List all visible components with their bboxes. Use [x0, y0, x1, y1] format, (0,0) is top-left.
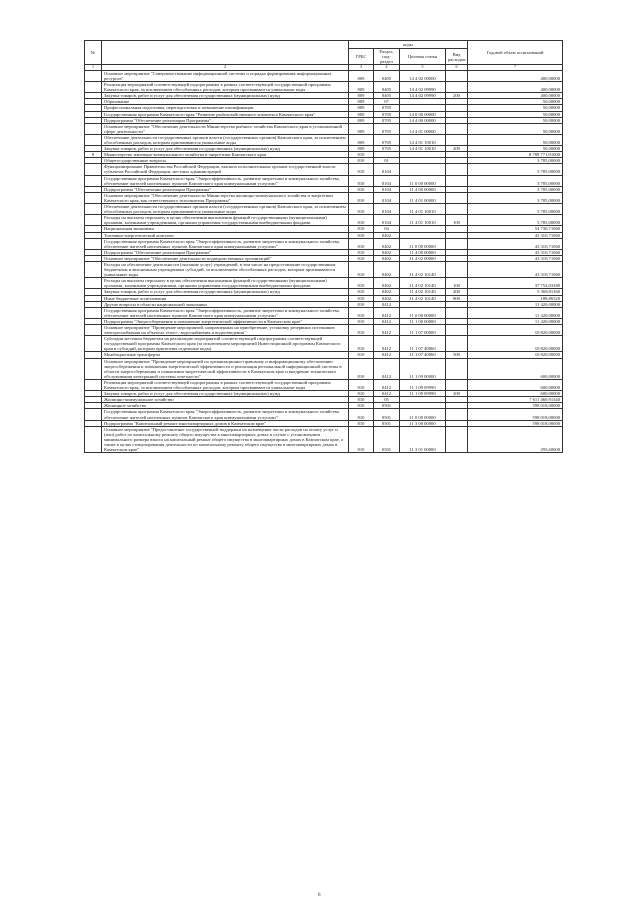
row-name: Государственная программа Камчатского края "Энергоэффективность, развитие энергетики и коммунального хозяйства, обеспечение жителей населенных пунктов Камчатского края коммунальными услугами" [102, 409, 349, 420]
row-amount: 598 018,00000 [468, 409, 563, 420]
row-vid: 800 [446, 295, 468, 301]
row-razdel: 0405 [374, 70, 400, 81]
row-razdel: 0104 [374, 186, 400, 192]
row-razdel: 0405 [374, 82, 400, 93]
row-amount: 8 789 771,01000 [468, 152, 563, 158]
row-grbs: 810 [349, 295, 374, 301]
row-razdel: 0412 [374, 358, 400, 379]
row-amount: 5 369,81360 [468, 289, 563, 295]
header-razdel: Раздел, под-раздел [374, 49, 400, 65]
row-grbs: 810 [349, 255, 374, 261]
row-grbs: 810 [349, 318, 374, 324]
header-index: 3 [349, 65, 374, 71]
row-name: Жилищное хозяйство [102, 403, 349, 409]
row-number [85, 325, 102, 336]
row-vid [446, 82, 468, 93]
row-grbs: 810 [349, 379, 374, 390]
row-grbs: 810 [349, 336, 374, 352]
row-razdel: 0402 [374, 255, 400, 261]
row-amount: 3 785,00000 [468, 158, 563, 164]
row-amount: 295,60600 [468, 426, 563, 452]
row-razdel: 0705 [374, 123, 400, 134]
table-row [85, 192, 563, 203]
row-grbs: 809 [349, 105, 374, 111]
row-vid [446, 238, 468, 249]
row-amount: 3 785,00000 [468, 215, 563, 226]
row-celevaya: 14 4 02 09990 [400, 82, 446, 93]
header-index: 6 [446, 65, 468, 71]
row-number [85, 215, 102, 226]
row-razdel: 0405 [374, 93, 400, 99]
row-celevaya: 11 4 02 10140 [400, 295, 446, 301]
row-number [85, 426, 102, 452]
row-razdel: 07 [374, 99, 400, 105]
row-number [85, 123, 102, 134]
row-amount: 600,00000 [468, 358, 563, 379]
row-grbs: 809 [349, 70, 374, 81]
row-amount: 37 752,03380 [468, 278, 563, 289]
table-row [85, 261, 563, 277]
table-row [85, 164, 563, 175]
row-name: Подпрограмма "Энергосбережение и повышение энергетической эффективности в Камчатском крае" [102, 318, 349, 324]
row-amount: 600,00000 [468, 379, 563, 390]
row-celevaya: 11 4 01 10010 [400, 215, 446, 226]
header-grbs: ГРБС [349, 49, 374, 65]
table-row [85, 215, 563, 226]
row-razdel: 0412 [374, 391, 400, 397]
row-grbs: 810 [349, 391, 374, 397]
row-amount: 50,00000 [468, 117, 563, 123]
row-name: Основное мероприятие "Совершенствование информационной системы и порядка формирования информационных ресурсов" [102, 70, 349, 81]
row-vid [446, 358, 468, 379]
row-name: Государственная программа Камчатского края "Энергоэффективность, развитие энергетики и коммунального хозяйства, обеспечение жителей населенных пунктов Камчатского края коммунальными услугами" [102, 175, 349, 186]
row-number [85, 336, 102, 352]
row-grbs: 810 [349, 226, 374, 232]
row-razdel: 0402 [374, 232, 400, 238]
row-amount: 3 785,00000 [468, 186, 563, 192]
table-row [85, 123, 563, 134]
row-name: Межбюджетные трансферты [102, 352, 349, 358]
table-row [85, 238, 563, 249]
row-name: Государственная программа Камчатского края "Энергоэффективность, развитие энергетики и коммунального хозяйства, обеспечение жителей населенных пунктов Камчатского края коммунальными услугами" [102, 307, 349, 318]
header-name [102, 41, 349, 65]
row-razdel: 0104 [374, 192, 400, 203]
row-razdel: 0501 [374, 409, 400, 420]
row-grbs: 810 [349, 289, 374, 295]
row-razdel: 0402 [374, 261, 400, 277]
row-name: Государственная программа Камчатского края "Энергоэффективность, развитие энергетики и коммунального хозяйства, обеспечение жителей населенных пунктов Камчатского края коммунальными услугами" [102, 238, 349, 249]
row-vid [446, 261, 468, 277]
row-celevaya: 14 4 01 10010 [400, 134, 446, 145]
header-celevaya: Целевая статья [400, 49, 446, 65]
row-razdel: 0705 [374, 134, 400, 145]
row-celevaya: 14 4 01 00000 [400, 123, 446, 134]
row-razdel: 01 [374, 158, 400, 164]
row-name: Закупка товаров, работ и услуг для обеспечения государственных (муниципальных) нужд [102, 391, 349, 397]
row-name: Жилищно-коммунальное хозяйство [102, 397, 349, 403]
table-row [85, 70, 563, 81]
row-number [85, 358, 102, 379]
header-index: 5 [400, 65, 446, 71]
row-name: Расходы на выплаты персоналу в целях обеспечения выполнения функций государственными (муниципальными) органами, казенными учреждениями, органами управления государственными внебюджетными фондами [102, 215, 349, 226]
row-razdel: 0705 [374, 146, 400, 152]
row-celevaya: 11 4 00 00000 [400, 186, 446, 192]
row-celevaya: 11 0 00 00000 [400, 175, 446, 186]
row-name: Подпрограмма "Обеспечение реализации Программы" [102, 117, 349, 123]
row-grbs: 810 [349, 249, 374, 255]
row-razdel: 0412 [374, 336, 400, 352]
row-vid: 200 [446, 146, 468, 152]
table-row [85, 325, 563, 336]
row-name: Общегосударственные вопросы [102, 158, 349, 164]
table-row [85, 134, 563, 145]
row-razdel: 0501 [374, 403, 400, 409]
row-razdel: 0104 [374, 204, 400, 215]
row-razdel: 0104 [374, 164, 400, 175]
row-celevaya: 11 1 09 00000 [400, 358, 446, 379]
row-amount: 54 730,71060 [468, 226, 563, 232]
row-vid [446, 70, 468, 81]
row-vid [446, 426, 468, 452]
row-grbs: 810 [349, 397, 374, 403]
header-index: 1 [85, 65, 102, 71]
row-grbs: 810 [349, 358, 374, 379]
row-grbs: 810 [349, 232, 374, 238]
row-amount: 43 310,71060 [468, 261, 563, 277]
row-vid: 200 [446, 93, 468, 99]
row-celevaya: 14 4 00 00000 [400, 117, 446, 123]
row-name: Реализация мероприятий соответствующей подпрограммы в рамках соответствующей государственной программы Камчатского края, за исключением обособленных расходов, которым присваиваются уникальные коды [102, 82, 349, 93]
row-amount: 50,00000 [468, 111, 563, 117]
row-celevaya: 14 4 02 00000 [400, 70, 446, 81]
row-razdel: 0412 [374, 318, 400, 324]
row-amount: 11 420,00000 [468, 318, 563, 324]
row-grbs: 810 [349, 352, 374, 358]
row-razdel: 0412 [374, 352, 400, 358]
row-name: Закупка товаров, работ и услуг для обеспечения государственных (муниципальных) нужд [102, 93, 349, 99]
row-amount: 10 820,00000 [468, 336, 563, 352]
row-vid [446, 307, 468, 318]
row-razdel: 0104 [374, 175, 400, 186]
row-amount: 43 310,71060 [468, 232, 563, 238]
row-amount: 43 310,71060 [468, 238, 563, 249]
row-grbs: 810 [349, 186, 374, 192]
row-name: Основное мероприятие "Обеспечение деятельности подведомственных организаций" [102, 255, 349, 261]
row-grbs: 809 [349, 146, 374, 152]
row-celevaya: 11 4 02 10140 [400, 261, 446, 277]
row-name: Расходы на обеспечение деятельности (оказание услуг) учреждений, в том числе на предоставление государственным бюджетным и автономным учреждениям субсидий, за исключением обособленных расходов, которым присваиваются уникальные коды [102, 261, 349, 277]
row-name: Закупка товаров, работ и услуг для обеспечения государственных (муниципальных) нужд [102, 146, 349, 152]
row-name: Образование [102, 99, 349, 105]
row-name: Другие вопросы в области национальной экономики [102, 301, 349, 307]
row-amount: 50,00000 [468, 146, 563, 152]
row-razdel: 0402 [374, 278, 400, 289]
row-grbs: 810 [349, 307, 374, 318]
row-amount: 10 820,00000 [468, 352, 563, 358]
row-vid [446, 175, 468, 186]
row-amount: 11 420,00000 [468, 307, 563, 318]
row-name: Субсидии местным бюджетам на реализацию мероприятий соответствующей подпрограммы соответствующей государственной программы Камчатского края (за исключением мероприятий Инвестиционной программы Камчатского края и субсидий, которым присвоены отдельные коды) [102, 336, 349, 352]
row-number [85, 134, 102, 145]
row-vid [446, 204, 468, 215]
row-name: Министерство жилищно-коммунального хозяйства и энергетики Камчатского края [102, 152, 349, 158]
row-amount: 50,00000 [468, 123, 563, 134]
row-celevaya: 11 0 00 00000 [400, 238, 446, 249]
row-amount: 50,00000 [468, 134, 563, 145]
row-vid: 100 [446, 215, 468, 226]
row-vid [446, 164, 468, 175]
row-celevaya: 11 1 09 09990 [400, 391, 446, 397]
row-grbs: 809 [349, 134, 374, 145]
row-amount: 43 310,71060 [468, 249, 563, 255]
row-grbs: 810 [349, 204, 374, 215]
row-celevaya: 11 3 01 00000 [400, 426, 446, 452]
header-total: Годовой объем ассигнований [468, 41, 563, 65]
row-celevaya: 11 3 00 00000 [400, 420, 446, 426]
row-number [85, 278, 102, 289]
row-razdel: 0412 [374, 301, 400, 307]
row-number [85, 175, 102, 186]
row-amount: 11 420,00000 [468, 301, 563, 307]
row-razdel: 0402 [374, 249, 400, 255]
table-row [85, 204, 563, 215]
row-grbs: 810 [349, 301, 374, 307]
row-name: Основное мероприятие "Обеспечение деятельности Министерства жилищно-коммунального хозяйства и энергетики Камчатского края, как ответственного исполнителя Программы" [102, 192, 349, 203]
row-celevaya: 11 4 00 00000 [400, 249, 446, 255]
row-number [85, 379, 102, 390]
row-celevaya: 11 4 02 10140 [400, 289, 446, 295]
row-razdel: 0402 [374, 238, 400, 249]
row-grbs: 810 [349, 164, 374, 175]
row-number [85, 261, 102, 277]
table-row [85, 426, 563, 452]
row-razdel: 0412 [374, 307, 400, 318]
row-amount: 3 785,00000 [468, 204, 563, 215]
row-number: 8 [85, 152, 102, 158]
table-body [85, 70, 563, 452]
budget-table [84, 40, 563, 453]
row-razdel: 0412 [374, 325, 400, 336]
row-amount: 188,86320 [468, 295, 563, 301]
table-row [85, 307, 563, 318]
row-celevaya: 14 0 00 00000 [400, 111, 446, 117]
row-celevaya [400, 164, 446, 175]
row-number [85, 82, 102, 93]
row-name: Закупка товаров, работ и услуг для обеспечения государственных (муниципальных) нужд [102, 289, 349, 295]
row-razdel: 0402 [374, 295, 400, 301]
row-celevaya: 11 1 07 00000 [400, 325, 446, 336]
row-name: Основное мероприятие "Проведение мероприятий, направленных на приобретение, установку резервных источников электроснабжения на объектах тепло-, водоснабжения и водоотведения" [102, 325, 349, 336]
row-celevaya: 11 1 07 40060 [400, 336, 446, 352]
row-razdel: 0104 [374, 215, 400, 226]
row-grbs: 810 [349, 215, 374, 226]
row-vid [446, 192, 468, 203]
row-name: Подпрограмма "Обеспечение реализации Программы" [102, 186, 349, 192]
row-amount: 7 611 460,91340 [468, 397, 563, 403]
row-grbs: 810 [349, 238, 374, 249]
row-name: Обеспечение деятельности государственных органов власти (государственных органов) Камчатского края, за исключением обособленных расходов, которым присваиваются уникальные коды [102, 134, 349, 145]
row-number [85, 192, 102, 203]
row-name: Основное мероприятие "Предоставление государственной поддержки на возмещение части расходов на оплату услуг и (или) работ по капитальному ремонту общего имущества в многоквартирных домах в случае с установлением минимального размера взноса на капитальный ремонт общего имущества в многоквартирных домах в Камчатском крае, а также в целях стимулирования деятельности по капитальному ремонту общего имущества в многоквартирных домах в Камчатском крае" [102, 426, 349, 452]
row-grbs: 810 [349, 192, 374, 203]
row-razdel: 0501 [374, 426, 400, 452]
row-grbs: 810 [349, 426, 374, 452]
row-grbs: 809 [349, 82, 374, 93]
row-celevaya: 11 4 01 10010 [400, 204, 446, 215]
row-razdel: 0412 [374, 379, 400, 390]
row-name: Подпрограмма "Капитальный ремонт многоквартирных домов в Камчатском крае" [102, 420, 349, 426]
row-number [85, 238, 102, 249]
row-vid: 200 [446, 289, 468, 295]
row-grbs: 810 [349, 152, 374, 158]
row-amount: 50,00000 [468, 99, 563, 105]
row-vid [446, 134, 468, 145]
row-vid: 200 [446, 391, 468, 397]
header-codes: коды [349, 41, 468, 49]
row-vid [446, 123, 468, 134]
row-grbs: 810 [349, 175, 374, 186]
row-vid: 100 [446, 278, 468, 289]
row-celevaya: 14 4 01 10010 [400, 146, 446, 152]
table-row [85, 336, 563, 352]
row-name: Обеспечение деятельности государственных органов власти (государственных органов) Камчатского края, за исключением обособленных расходов, которым присваиваются уникальные коды [102, 204, 349, 215]
row-name: Государственная программа Камчатского края "Развитие рыбохозяйственного комплекса Камчатского края" [102, 111, 349, 117]
row-razdel: 0705 [374, 111, 400, 117]
row-grbs: 810 [349, 325, 374, 336]
row-amount: 400,00000 [468, 93, 563, 99]
row-celevaya: 11 1 00 00000 [400, 318, 446, 324]
row-grbs: 809 [349, 123, 374, 134]
header-number: № [85, 41, 102, 65]
row-grbs: 810 [349, 403, 374, 409]
header-vid: Вид расходов [446, 49, 468, 65]
row-amount: 3 785,00000 [468, 192, 563, 203]
row-grbs: 809 [349, 93, 374, 99]
row-name: Основное мероприятие "Проведение мероприятий по организационно-правовому и информационному обеспечению энергосбережения и повышения энергетической эффективности и реализация региональной информационной системы в области энергосбережения и повышения энергетической эффективности в Камчатском крае и внедрение технического обслуживания электронной системы отчетности" [102, 358, 349, 379]
row-vid [446, 409, 468, 420]
row-grbs: 809 [349, 111, 374, 117]
row-number [85, 409, 102, 420]
row-grbs: 810 [349, 278, 374, 289]
row-razdel: 0705 [374, 117, 400, 123]
row-grbs: 809 [349, 117, 374, 123]
row-celevaya: 11 1 09 09990 [400, 379, 446, 390]
row-name: Топливно-энергетический комплекс [102, 232, 349, 238]
row-celevaya: 14 4 02 09990 [400, 93, 446, 99]
row-number [85, 70, 102, 81]
row-razdel: 0402 [374, 289, 400, 295]
row-amount: 3 785,00000 [468, 175, 563, 186]
table-row [85, 379, 563, 390]
row-name: Профессиональная подготовка, переподготовка и повышение квалификации [102, 105, 349, 111]
table-row [85, 175, 563, 186]
row-grbs: 809 [349, 99, 374, 105]
row-celevaya: 11 0 00 00000 [400, 307, 446, 318]
row-celevaya: 11 0 00 00000 [400, 409, 446, 420]
table-row [85, 82, 563, 93]
row-grbs: 810 [349, 409, 374, 420]
row-name: Иные бюджетные ассигнования [102, 295, 349, 301]
row-vid [446, 325, 468, 336]
row-grbs: 810 [349, 420, 374, 426]
header-index: 4 [374, 65, 400, 71]
row-amount: 600,00000 [468, 391, 563, 397]
row-amount: 598 018,00000 [468, 403, 563, 409]
row-name: Функционирование Правительства Российской Федерации, высших исполнительных органов государственной власти субъектов Российской Федерации, местных администраций [102, 164, 349, 175]
row-amount: 598 018,00000 [468, 420, 563, 426]
header-index: 7 [468, 65, 563, 71]
table-row [85, 409, 563, 420]
row-name: Основное мероприятие "Обеспечение деятельности Министерства рыбного хозяйства Камчатского края в установленной сфере деятельности" [102, 123, 349, 134]
table-row [85, 358, 563, 379]
row-razdel: 0705 [374, 105, 400, 111]
row-amount: 400,00000 [468, 70, 563, 81]
row-celevaya: 11 4 01 00000 [400, 192, 446, 203]
row-number [85, 307, 102, 318]
row-number [85, 164, 102, 175]
table-row [85, 278, 563, 289]
row-name: Национальная экономика [102, 226, 349, 232]
header-index: 2 [102, 65, 349, 71]
page-number: 6 [318, 893, 321, 898]
row-vid [446, 336, 468, 352]
row-amount: 400,00000 [468, 82, 563, 93]
row-razdel: 05 [374, 397, 400, 403]
row-celevaya: 11 4 02 10140 [400, 278, 446, 289]
row-name: Подпрограмма "Обеспечение реализации Программы" [102, 249, 349, 255]
row-grbs: 810 [349, 261, 374, 277]
row-razdel: 0501 [374, 420, 400, 426]
row-grbs: 810 [349, 158, 374, 164]
row-number [85, 204, 102, 215]
row-celevaya: 11 1 07 40060 [400, 352, 446, 358]
row-razdel: 04 [374, 226, 400, 232]
row-name: Расходы на выплаты персоналу в целях обеспечения выполнения функций государственными (муниципальными) органами, казенными учреждениями, органами управления государственными внебюджетными фондами [102, 278, 349, 289]
row-name: Реализация мероприятий соответствующей подпрограммы в рамках соответствующей государственной программы Камчатского края, за исключением обособленных расходов, которым присваиваются уникальные коды [102, 379, 349, 390]
row-vid: 500 [446, 352, 468, 358]
row-amount: 50,00000 [468, 105, 563, 111]
row-celevaya: 11 4 02 00000 [400, 255, 446, 261]
row-amount: 43 310,71060 [468, 255, 563, 261]
row-amount: 10 820,00000 [468, 325, 563, 336]
row-amount: 3 785,00000 [468, 164, 563, 175]
row-vid [446, 379, 468, 390]
